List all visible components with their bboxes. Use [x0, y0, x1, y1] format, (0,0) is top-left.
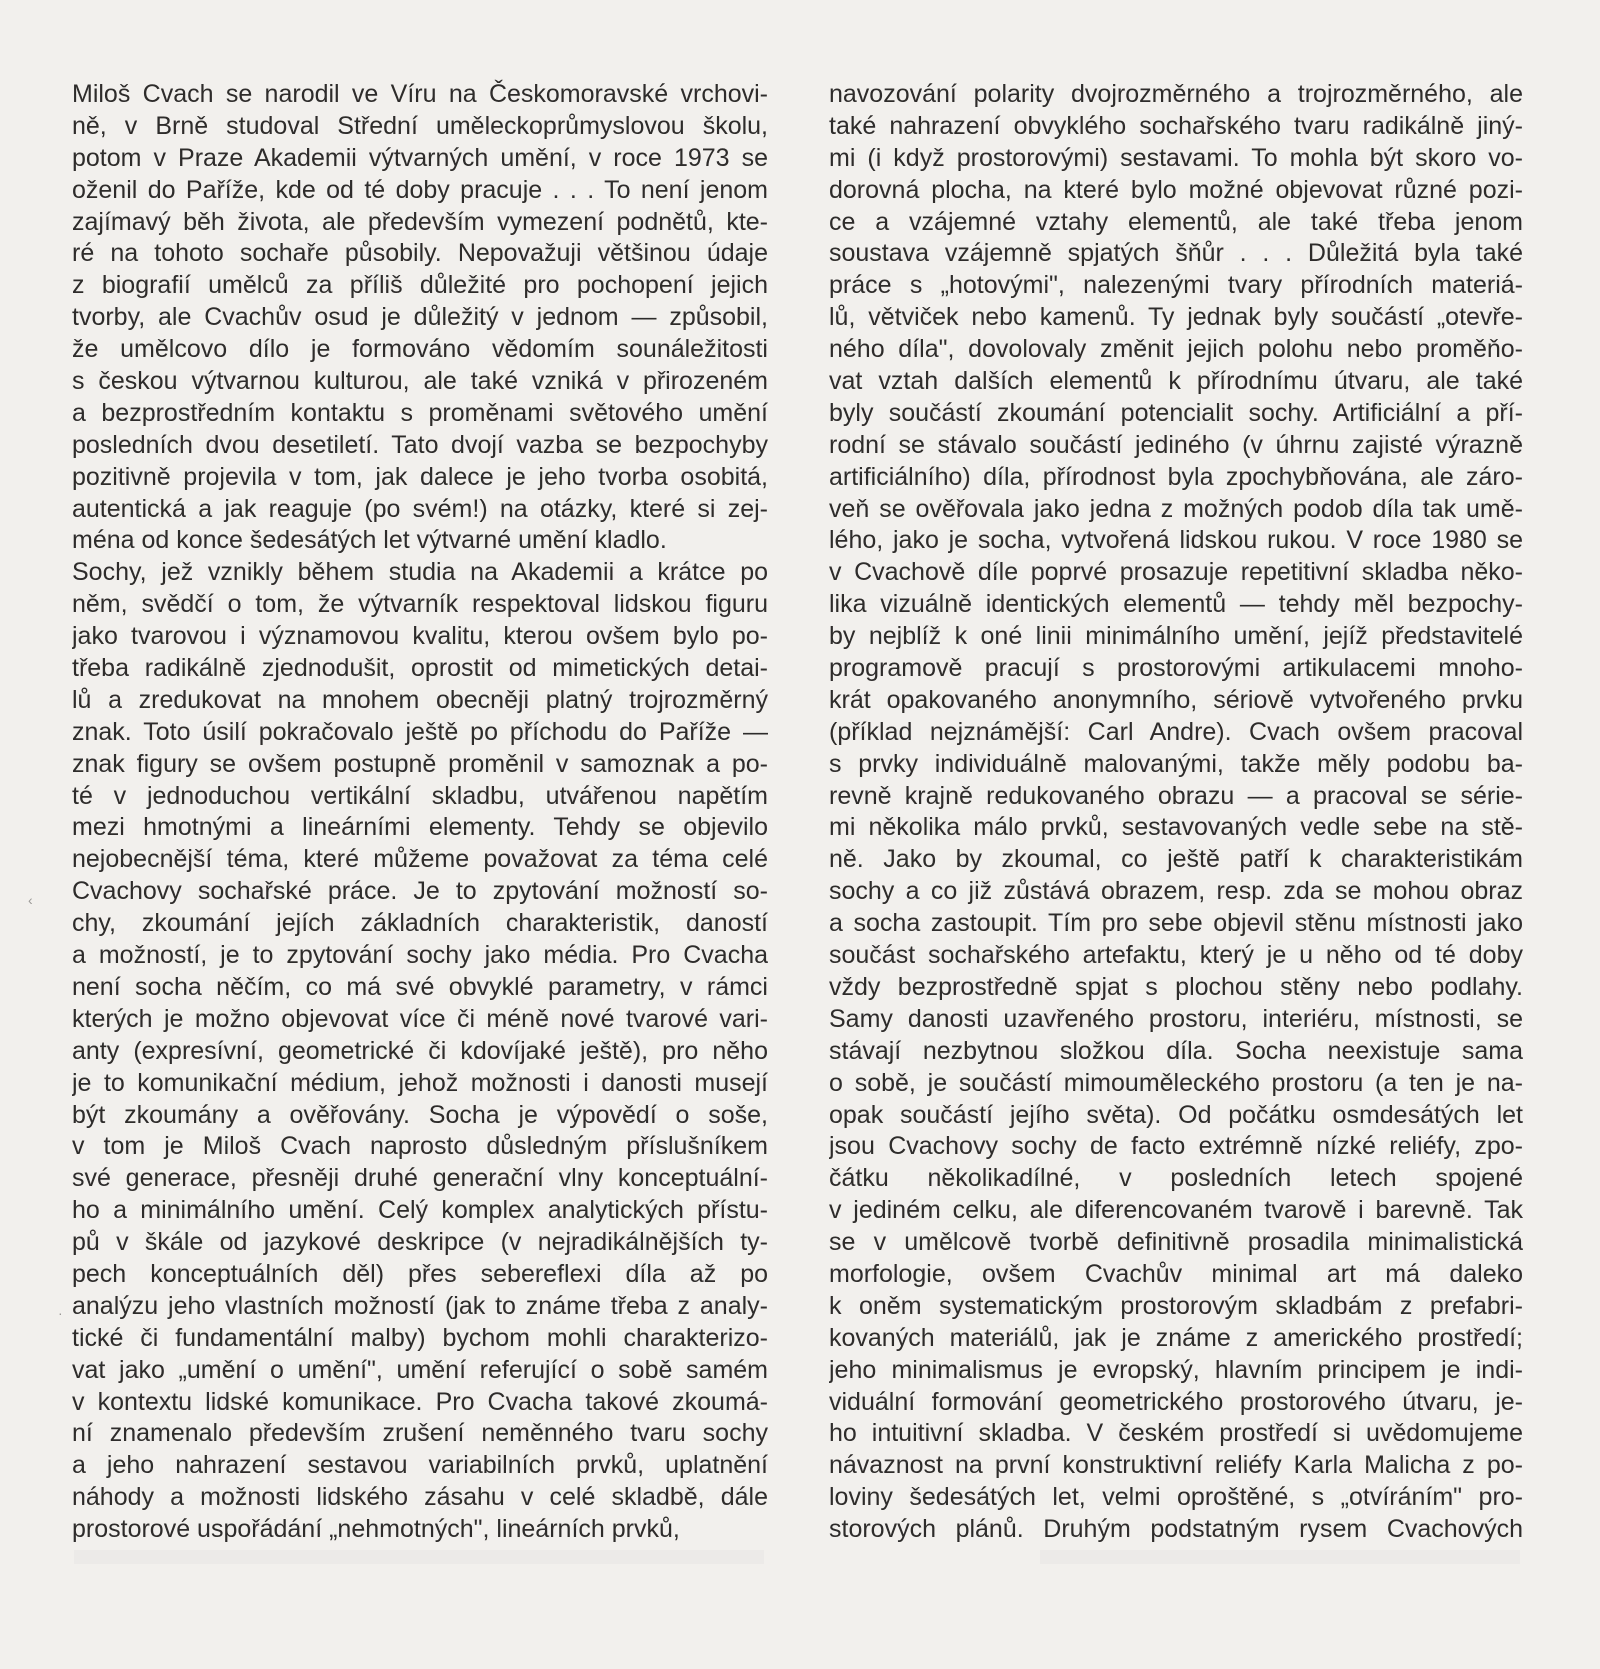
left-column-line: posledních dvou desetiletí. Tato dvojí vazba se bezpochyby — [72, 430, 768, 459]
right-column-line: práce s „hotovými", nalezenými tvary přírodních materiá- — [829, 271, 1523, 300]
left-column-line: zajímavý běh života, ale především vymezení podnětů, kte- — [72, 207, 768, 236]
right-column-line: soustava vzájemně spjatých šňůr . . . Důležitá byla také — [829, 239, 1523, 268]
right-column-line: s prvky individuálně malovanými, takže měly podobu ba- — [829, 749, 1523, 778]
right-column-line: návaznost na první konstruktivní reliéfy Karla Malicha z po- — [829, 1451, 1523, 1480]
right-column-line: k oněm systematickým prostorovým skladbám z prefabri- — [829, 1291, 1523, 1320]
left-column-line: ména od konce šedesátých let výtvarné umění kladlo. — [72, 526, 667, 555]
left-column-line: v tom je Miloš Cvach naprosto důsledným příslušníkem — [72, 1132, 768, 1161]
left-column-line: a možností, je to zpytování sochy jako média. Pro Cvacha — [72, 941, 768, 970]
right-column-line: lika vizuálně identických elementů — tehdy měl bezpochy- — [829, 590, 1523, 619]
right-column-line: morfologie, ovšem Cvachův minimal art má daleko — [829, 1259, 1523, 1288]
margin-dot: · — [58, 1305, 63, 1321]
show-through-text-left — [74, 1550, 764, 1564]
right-column-line: lů, větviček nebo kamenů. Ty jednak byly součástí „otevře- — [829, 303, 1523, 332]
left-column-line: Sochy, jež vznikly během studia na Akademii a krátce po — [72, 558, 768, 587]
right-column-line: sochy a co již zůstává obrazem, resp. zda se mohou obraz — [829, 877, 1523, 906]
right-column-line: v jediném celku, ale diferencovaném tvarově i barevně. Tak — [829, 1196, 1523, 1225]
left-column-line: třeba radikálně zjednodušit, oprostit od mimetických detai- — [72, 654, 768, 683]
right-column-line: byly součástí zkoumání potencialit sochy. Artificiální a pří- — [829, 398, 1523, 427]
left-column-line: pozitivně projevila v tom, jak dalece je jeho tvorba osobitá, — [72, 462, 768, 491]
left-column-line: že umělcovo dílo je formováno vědomím sounáležitosti — [72, 335, 768, 364]
left-text-column — [72, 79, 768, 1546]
right-column-line: lého, jako je socha, vytvořená lidskou rukou. V roce 1980 se — [829, 526, 1523, 555]
left-column-line: té v jednoduchou vertikální skladbu, utvářenou napětím — [72, 781, 768, 810]
left-column-line: znak figury se ovšem postupně proměnil v samoznak a po- — [72, 749, 768, 778]
left-column-line: tvorby, ale Cvachův osud je důležitý v jednom — způsobil, — [72, 303, 768, 332]
right-column-line: opak součástí jejího světa). Od počátku osmdesátých let — [829, 1100, 1523, 1129]
right-column-line: revně krajně redukovaného obrazu — a pracoval se série- — [829, 781, 1523, 810]
left-column-line: autentická a jak reaguje (po svém!) na otázky, které si zej- — [72, 494, 768, 523]
left-column-line: být zkoumány a ověřovány. Socha je výpovědí o soše, — [72, 1100, 768, 1129]
right-column-line: storových plánů. Druhým podstatným rysem Cvachových — [829, 1515, 1523, 1544]
right-column-line: navozování polarity dvojrozměrného a trojrozměrného, ale — [829, 80, 1523, 108]
right-column-line: by nejblíž k oné linii minimálního umění, jejíž představitelé — [829, 622, 1523, 651]
right-column-line: součást sochařského artefaktu, který je u něho od té doby — [829, 941, 1523, 970]
left-column-line: potom v Praze Akademii výtvarných umění, v roce 1973 se — [72, 143, 768, 172]
right-column-line: se v umělcově tvorbě definitivně prosadila minimalistická — [829, 1228, 1523, 1257]
left-column-line: ré na tohoto sochaře působily. Nepovažuji většinou údaje — [72, 239, 768, 268]
right-column-line: vždy bezprostředně spjat s plochou stěny nebo podlahy. — [829, 972, 1523, 1001]
right-column-line: vat vztah dalších elementů k přírodnímu útvaru, ale také — [829, 367, 1523, 396]
left-column-line: a bezprostředním kontaktu s proměnami světového umění — [72, 398, 768, 427]
left-column-line: anty (expresívní, geometrické či kdovíjaké ještě), pro něho — [72, 1036, 768, 1065]
left-column-line: jako tvarovou i významovou kvalitu, kterou ovšem bylo po- — [72, 622, 768, 651]
right-column-line: (příklad nejznámější: Carl Andre). Cvach ovšem pracoval — [829, 717, 1523, 746]
left-column-line: je to komunikační médium, jehož možnosti i danosti musejí — [72, 1068, 768, 1097]
left-column-line: z biografií umělců za příliš důležité pro pochopení jejich — [72, 271, 768, 300]
left-column-line: tické či fundamentální malby) bychom mohli charakterizo- — [72, 1323, 768, 1352]
right-column-line: dorovná plocha, na které bylo možné objevovat různé pozi- — [829, 175, 1523, 204]
left-column-line: s českou výtvarnou kulturou, ale také vzniká v přirozeném — [72, 367, 768, 396]
left-column-line: ho a minimálního umění. Celý komplex analytických přístu- — [72, 1196, 768, 1225]
left-column-line: lů a zredukovat na mnohem obecněji platný trojrozměrný — [72, 685, 768, 714]
right-column-line: artificiálního) díla, přírodnost byla zpochybňována, ale záro- — [829, 462, 1523, 491]
left-column-line: pech konceptuálních děl) přes sebereflexi díla až po — [72, 1259, 768, 1288]
right-column-line: ho intuitivní skladba. V českém prostředí si uvědomujeme — [829, 1419, 1523, 1448]
right-column-line: čátku několikadílné, v posledních letech spojené — [829, 1164, 1523, 1193]
left-column-line: ně, v Brně studoval Střední uměleckoprůmyslovou školu, — [72, 111, 768, 140]
right-column-line: o sobě, je součástí mimouměleckého prostoru (a ten je na- — [829, 1068, 1523, 1097]
right-column-line: a socha zastoupit. Tím pro sebe objevil stěnu místnosti jako — [829, 909, 1523, 938]
left-column-line: něm, svědčí o tom, že výtvarník respektoval lidskou figuru — [72, 590, 768, 619]
right-column-line: ce a vzájemné vztahy elementů, ale také třeba jenom — [829, 207, 1523, 236]
margin-mark: ‹ — [28, 892, 33, 908]
left-column-line: chy, zkoumání jejích základních charakteristik, daností — [72, 909, 768, 938]
left-column-line: znak. Toto úsilí pokračovalo ještě po příchodu do Paříže — — [72, 717, 768, 746]
left-column-line: kterých je možno objevovat více či méně nové tvarové vari- — [72, 1004, 768, 1033]
left-column-line: není socha něčím, co má své obvyklé parametry, v rámci — [72, 972, 768, 1001]
right-column-line: rodní se stávalo součástí jediného (v úhrnu zajisté výrazně — [829, 430, 1523, 459]
right-column-line: v Cvachově díle poprvé prosazuje repetitivní skladba něko- — [829, 558, 1523, 587]
right-column-line: kovaných materiálů, jak je známe z amerického prostředí; — [829, 1323, 1523, 1352]
right-column-line: mi několika málo prvků, sestavovaných vedle sebe na stě- — [829, 813, 1523, 842]
right-column-line: krát opakovaného anonymního, sériově vytvořeného prvku — [829, 685, 1523, 714]
right-column-line: ně. Jako by zkoumal, co ještě patří k charakteristikám — [829, 845, 1523, 874]
right-column-line: jsou Cvachovy sochy de facto extrémně nízké reliéfy, zpo- — [829, 1132, 1523, 1161]
left-column-line: Cvachovy sochařské práce. Je to zpytování možností so- — [72, 877, 768, 906]
right-column-line: mi (i když prostorovými) sestavami. To mohla být skoro vo- — [829, 143, 1523, 172]
right-column-line: programově pracují s prostorovými artikulacemi mnoho- — [829, 654, 1523, 683]
left-column-line: vat jako „umění o umění", umění referující o sobě samém — [72, 1355, 768, 1384]
left-column-line: oženil do Paříže, kde od té doby pracuje . . . To není jenom — [72, 175, 768, 204]
left-column-line: ní znamenalo především zrušení neměnného tvaru sochy — [72, 1419, 768, 1448]
right-text-column — [829, 79, 1523, 1546]
show-through-text-right — [1040, 1550, 1520, 1564]
right-column-line: veň se ověřovala jako jedna z možných podob díla tak umě- — [829, 494, 1523, 523]
right-column-line: loviny šedesátých let, velmi oproštěné, s „otvíráním" pro- — [829, 1483, 1523, 1512]
left-column-line: nejobecnější téma, které můžeme považovat za téma celé — [72, 845, 768, 874]
left-column-line: mezi hmotnými a lineárními elementy. Tehdy se objevilo — [72, 813, 768, 842]
left-column-line: a jeho nahrazení sestavou variabilních prvků, uplatnění — [72, 1451, 768, 1480]
left-column-line: prostorové uspořádání „nehmotných", lineárních prvků, — [72, 1515, 680, 1544]
right-column-line: viduální formování geometrického prostorového útvaru, je- — [829, 1387, 1523, 1416]
right-column-line: také nahrazení obvyklého sochařského tvaru radikálně jiný- — [829, 111, 1523, 140]
left-column-line: v kontextu lidské komunikace. Pro Cvacha takové zkoumá- — [72, 1387, 768, 1416]
right-column-line: ného díla", dovolovaly změnit jejich polohu nebo proměňo- — [829, 335, 1523, 364]
left-column-line: náhody a možnosti lidského zásahu v celé skladbě, dále — [72, 1483, 768, 1512]
right-column-line: stávají nezbytnou složkou díla. Socha neexistuje sama — [829, 1036, 1523, 1065]
right-column-line: jeho minimalismus je evropský, hlavním principem je indi- — [829, 1355, 1523, 1384]
right-column-line: Samy danosti uzavřeného prostoru, interiéru, místnosti, se — [829, 1004, 1523, 1033]
left-column-line: analýzu jeho vlastních možností (jak to známe třeba z analy- — [72, 1291, 768, 1320]
left-column-line: Miloš Cvach se narodil ve Víru na Českomoravské vrchovi- — [72, 80, 768, 108]
left-column-line: své generace, přesněji druhé generační vlny konceptuální- — [72, 1164, 768, 1193]
left-column-line: pů v škále od jazykové deskripce (v nejradikálnějších ty- — [72, 1228, 768, 1257]
